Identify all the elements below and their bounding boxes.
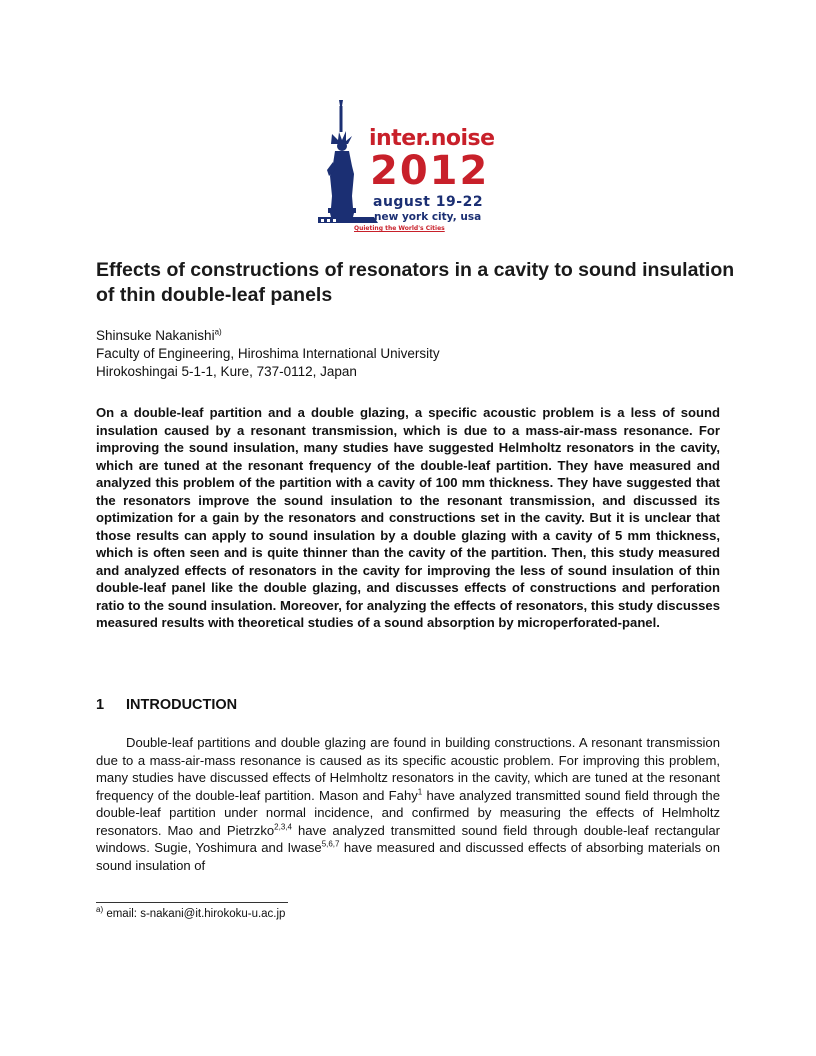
abstract: On a double-leaf partition and a double glazing, a specific acoustic problem is a less of sound insulation caused by a resonant transmission, which is due to a mass-air-mass resonance. For improving the sound insulation, many studies have suggested Helmholtz resonators in the cavity, which are tuned at the resonant frequency of the double-leaf partition. They have measured and analyzed this problem of the partition with a cavity of 100 mm thickness. They have suggested that the resonators improve the sound insulation to the resonant transmission, and discussed its optimization for a gain by the resonators and constructions set in the cavity. But it is unclear that those results can apply to sound insulation by a double glazing with a cavity of 5 mm thickness, which is often seen and is quite thinner than the cavity of the partition. Then, this study measured and analyzed effects of resonators in the cavity for improving the less of sound insulation of thin double-leaf panel like the double glazing, and discusses effects of constructions and perforation ratio to the sound insulation. Moreover, for analyzing the effects of resonators, this study discusses measured results with theoretical studies of a sound absorption by microperforated-panel.	[96, 405, 720, 630]
citation-ref-1: 1	[417, 787, 423, 797]
logo-tagline: Quieting the World's Cities	[354, 225, 445, 232]
intro-text-2: have analyzed transmitted sound field through the double-leaf partition under normal incidence, and confirmed by measuring the effects of Helmholtz resonators. Mao and Pietrzko	[96, 787, 720, 838]
logo-year: 2012	[370, 148, 490, 194]
author-affiliation: Faculty of Engineering, Hiroshima International University	[96, 346, 440, 361]
author-line	[96, 327, 716, 345]
logo-dates: august 19-22	[373, 194, 484, 210]
citation-ref-3: 5,6,7	[321, 839, 340, 849]
section-number: 1	[96, 697, 105, 713]
citation-ref-2: 2,3,4	[274, 822, 292, 832]
author-footnote-marker: a)	[214, 327, 222, 337]
logo-city: new york city, usa	[374, 211, 482, 223]
section-heading	[96, 697, 237, 713]
author-address: Hirokoshingai 5-1-1, Kure, 737-0112, Japan	[96, 364, 357, 379]
logo-brand: inter.noise	[369, 126, 495, 151]
footnote	[96, 905, 286, 920]
footnote-marker: a)	[96, 905, 104, 915]
conference-logo	[318, 96, 508, 246]
intro-paragraph	[96, 734, 720, 874]
intro-text-3: have analyzed transmitted sound field through double-leaf rectangular windows. Sugie, Yoshimura and Iwase	[96, 822, 721, 855]
author-name: Shinsuke Nakanishi	[96, 328, 215, 343]
footnote-divider	[96, 902, 288, 903]
paper-title: Effects of constructions of resonators in a cavity to sound insulation of thin double-leaf panels	[96, 259, 735, 306]
section-title: INTRODUCTION	[126, 697, 238, 713]
intro-text-4: have measured and discussed effects of absorbing materials on sound insulation of	[96, 840, 720, 873]
intro-text-1: Double-leaf partitions and double glazing are found in building constructions. A resonant transmission due to a mass-air-mass resonance is caused as its specific acoustic problem. For improving this problem, many studies have discussed effects of Helmholtz resonators in the cavity, which are tuned at the resonant frequency of the double-leaf partition. Mason and Fahy	[96, 735, 720, 803]
footnote-email: email: s-nakani@it.hirokoku-u.ac.jp	[103, 908, 286, 920]
author-block	[96, 327, 716, 381]
